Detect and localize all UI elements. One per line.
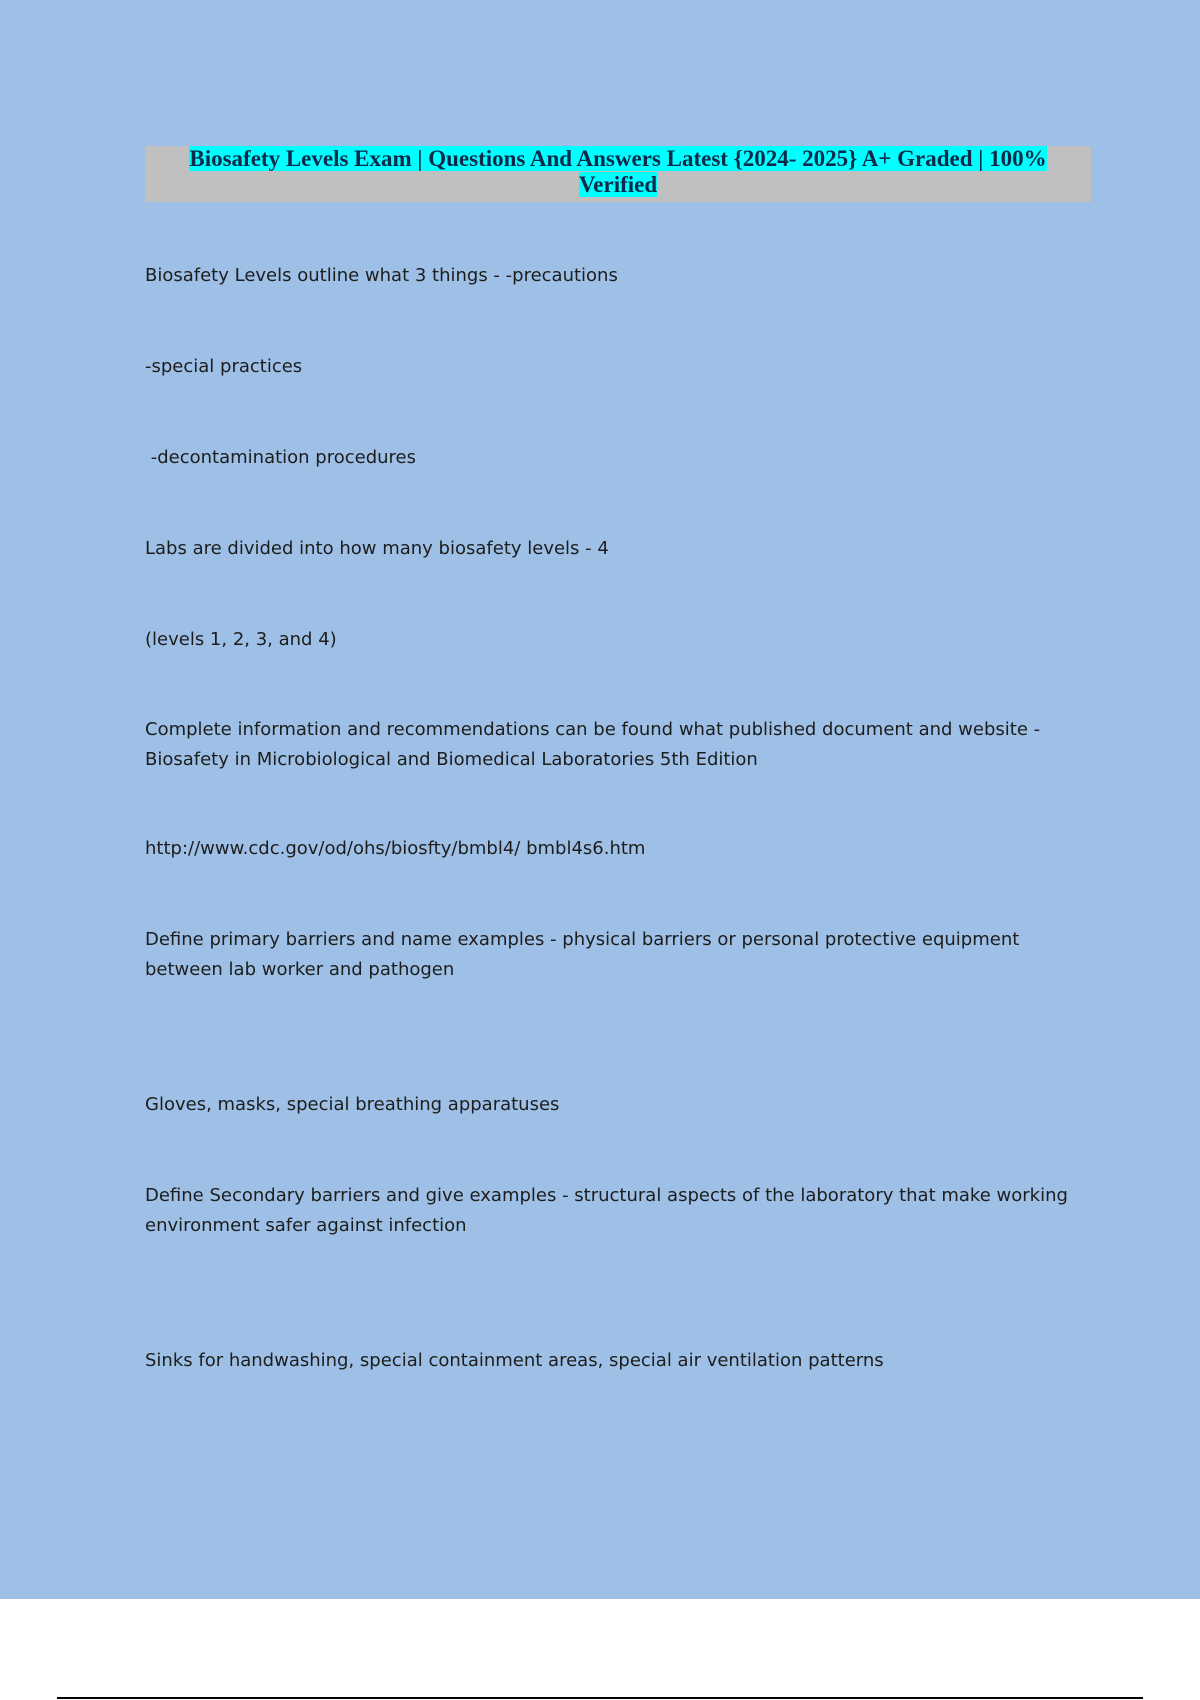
qa-line-5: (levels 1, 2, 3, and 4) — [145, 629, 337, 650]
qa-line-3: -decontamination procedures — [145, 447, 417, 468]
qa-line-4: Labs are divided into how many biosafety levels - 4 — [145, 538, 609, 559]
qa-line-9: Gloves, masks, special breathing apparatuses — [145, 1094, 560, 1115]
document-title-line-1: Biosafety Levels Exam | Questions And Answers Latest {2024- 2025} A+ Graded | 100% — [189, 146, 1047, 171]
qa-line-6: Complete information and recommendations can be found what published document and website - Biosafety in Microbiological and Biomedical Laboratories 5th Edition — [145, 719, 1041, 770]
qa-line-8: Define primary barriers and name examples - physical barriers or personal protective equipment between lab worker and pathogen — [145, 929, 1020, 980]
qa-line-10: Define Secondary barriers and give examples - structural aspects of the laboratory that make working environment safer against infection — [145, 1185, 1068, 1236]
document-title-box — [145, 146, 1091, 202]
footer-divider — [57, 1697, 1143, 1699]
qa-line-7: http://www.cdc.gov/od/ohs/biosfty/bmbl4/ bmbl4s6.htm — [145, 838, 646, 859]
document-title-line-2: Verified — [578, 172, 658, 197]
qa-line-1: Biosafety Levels outline what 3 things - -precautions — [145, 265, 618, 286]
qa-line-2: -special practices — [145, 356, 303, 377]
qa-line-11: Sinks for handwashing, special containment areas, special air ventilation patterns — [145, 1350, 884, 1371]
